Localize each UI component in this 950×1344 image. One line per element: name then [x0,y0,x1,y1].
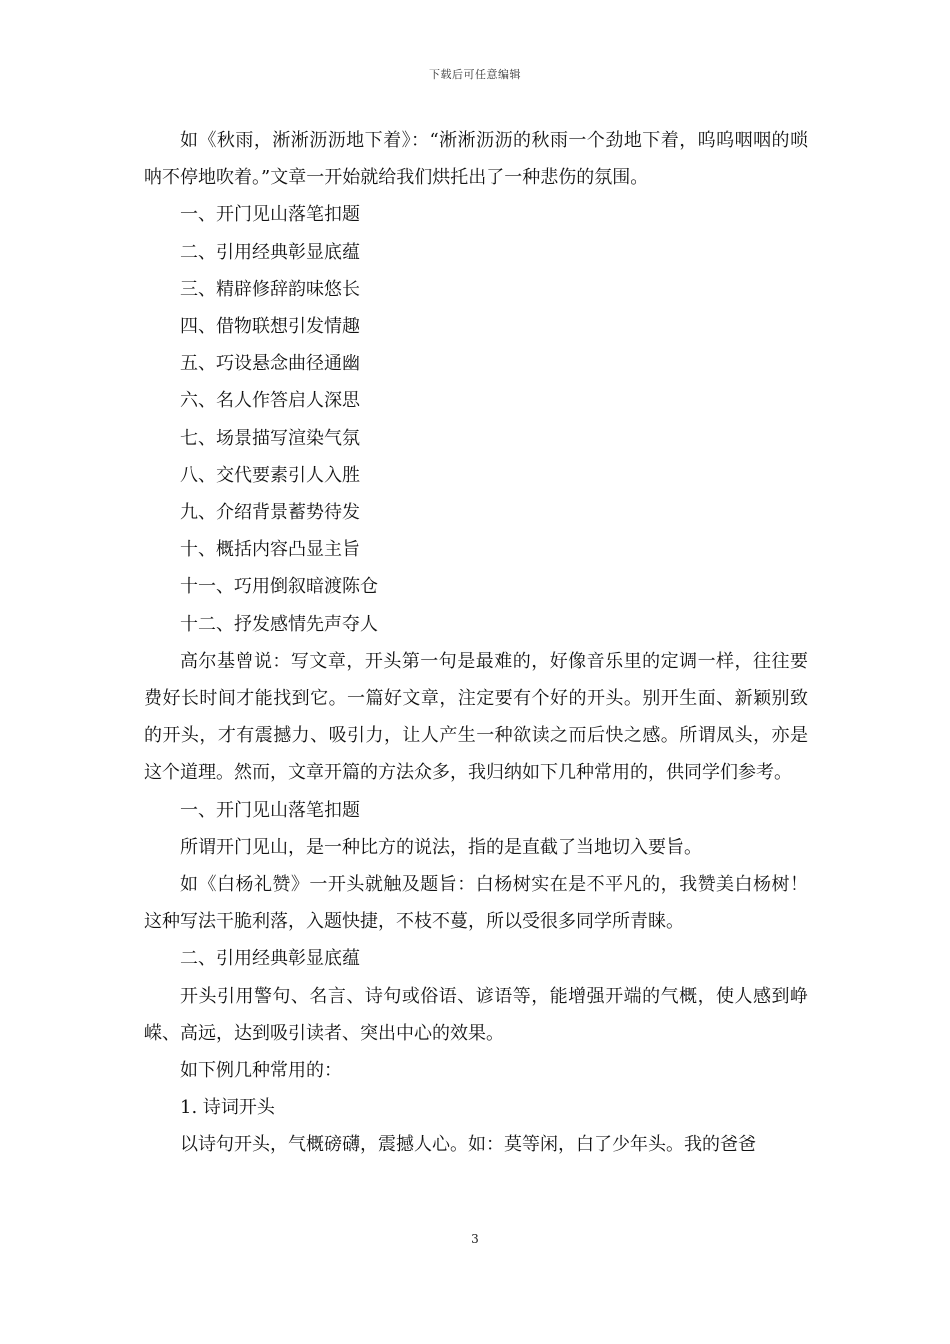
paragraph: 二、引用经典彰显底蕴 [180,241,360,263]
paragraph: 八、交代要素引人入胜 [180,464,360,486]
paragraph: 如《白杨礼赞》一开头就触及题旨：白杨树实在是不平凡的，我赞美白杨树！这种写法干脆利落，入题快捷，不枝不蔓，所以受很多同学所青睐。 [144,874,808,933]
page-header: 下载后可任意编辑 [429,68,521,81]
paragraph: 七、场景描写渲染气氛 [180,427,360,449]
paragraph: 高尔基曾说：写文章，开头第一句是最难的，好像音乐里的定调一样，往往要费好长时间才能找到它。一篇好文章，注定要有个好的开头。别开生面、新颖别致的开头，才有震撼力、吸引力，让人产生一种欲读之而后快之感。所谓凤头，亦是这个道理。然而，文章开篇的方法众多，我归纳如下几种常用的，供同学们参考。 [144,650,808,784]
paragraph: 九、介绍背景蓄势待发 [180,502,360,524]
paragraph: 十、概括内容凸显主旨 [180,539,360,561]
paragraph: 十一、巧用倒叙暗渡陈仓 [180,576,378,598]
paragraph: 二、引用经典彰显底蕴 [180,948,360,970]
paragraph: 如《秋雨，淅淅沥沥地下着》：“淅淅沥沥的秋雨一个劲地下着，呜呜咽咽的唢呐不停地吹着。”文章一开始就给我们烘托出了一种悲伤的氛围。 [144,130,808,189]
paragraph: 一、开门见山落笔扣题 [180,204,360,226]
page-number: 3 [471,1232,479,1246]
paragraph: 如下例几种常用的： [180,1060,342,1082]
paragraph: 四、借物联想引发情趣 [180,316,360,338]
paragraph: 开头引用警句、名言、诗句或俗语、谚语等，能增强开端的气概，使人感到峥嵘、高远，达到吸引读者、突出中心的效果。 [144,985,808,1044]
paragraph: 一、开门见山落笔扣题 [180,799,360,821]
paragraph: 三、精辟修辞韵味悠长 [180,278,360,300]
body-text [144,122,808,1164]
paragraph: 所谓开门见山，是一种比方的说法，指的是直截了当地切入要旨。 [180,836,702,858]
paragraph: 六、名人作答启人深思 [180,390,360,412]
paragraph: 1. 诗词开头 [180,1097,275,1119]
paragraph: 以诗句开头，气概磅礴，震撼人心。如：莫等闲，白了少年头。我的爸爸 [180,1134,756,1156]
paragraph: 五、巧设悬念曲径通幽 [180,353,360,375]
paragraph: 十二、抒发感情先声夺人 [180,613,378,635]
